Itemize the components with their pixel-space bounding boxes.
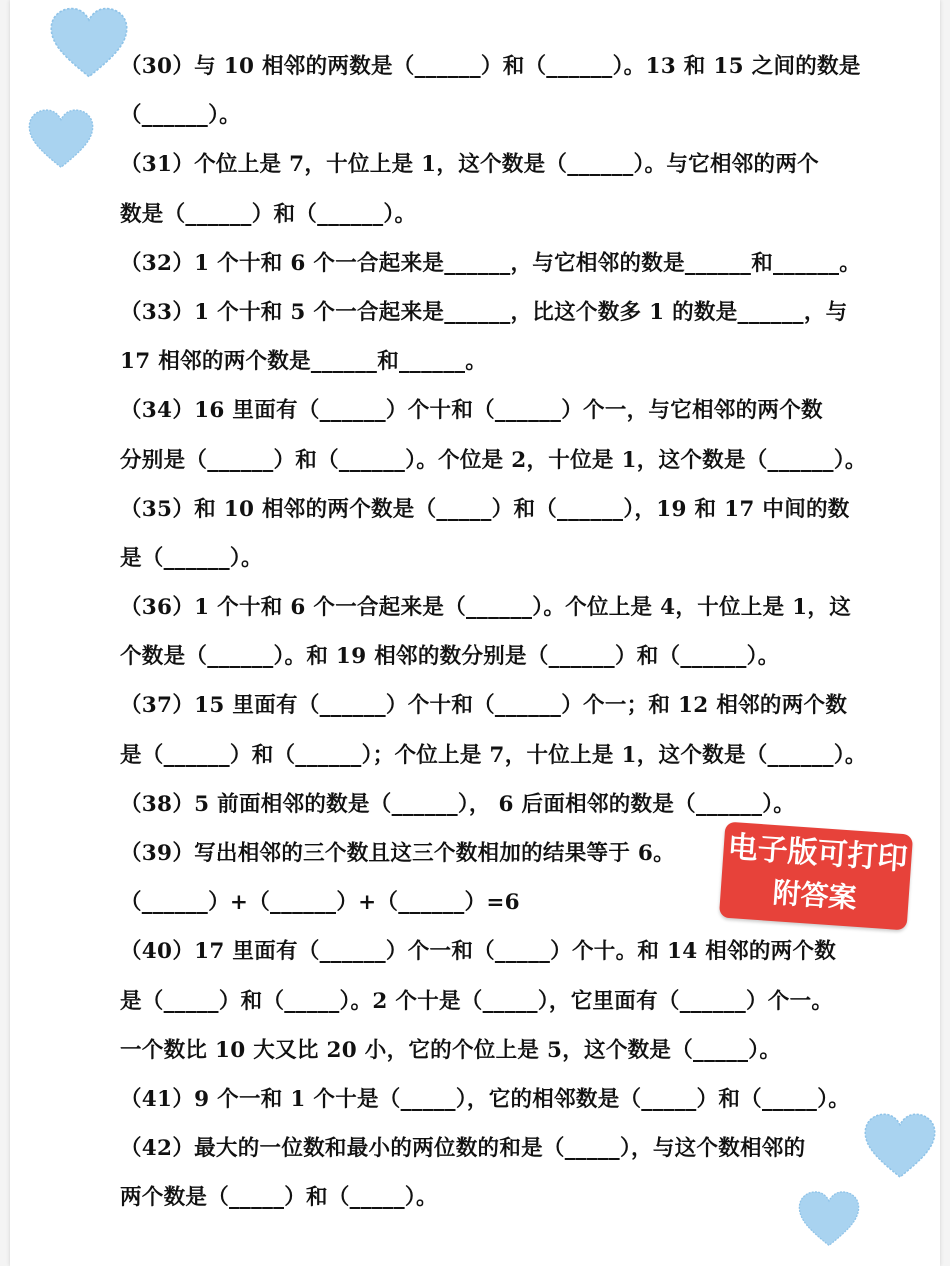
question-line: 两个数是（_____）和（_____）。 — [120, 1185, 438, 1211]
question-line: 分别是（______）和（______）。个位是 2，十位是 1，这个数是（______）。 — [120, 447, 867, 473]
question-line: （______）。 — [120, 103, 241, 129]
heart-icon — [796, 1190, 862, 1248]
question-line: 个数是（______）。和 19 相邻的数分别是（______）和（______）。 — [120, 644, 780, 670]
question-line: （32）1 个十和 6 个一合起来是______，与它相邻的数是______和______。 — [120, 250, 862, 276]
worksheet-page — [10, 0, 940, 1266]
question-line: 是（_____）和（_____）。2 个十是（_____），它里面有（______）个一。 — [120, 988, 834, 1014]
stamp-line-2: 附答案 — [771, 876, 858, 915]
stamp-line-1: 电子版可打印 — [726, 829, 909, 878]
question-line: （40）17 里面有（______）个一和（_____）个十。和 14 相邻的两个数 — [120, 939, 837, 965]
question-line: （35）和 10 相邻的两个数是（_____）和（______），19 和 17 中间的数 — [120, 496, 850, 522]
question-line: 17 相邻的两个数是______和______。 — [120, 349, 488, 375]
question-line: （37）15 里面有（______）个十和（______）个一；和 12 相邻的两个数 — [120, 693, 848, 719]
question-line: 是（______）和（______）；个位上是 7，十位上是 1，这个数是（______）。 — [120, 742, 867, 768]
question-line: （41）9 个一和 1 个十是（_____），它的相邻数是（_____）和（_____）。 — [120, 1086, 851, 1112]
question-line: （34）16 里面有（______）个十和（______）个一，与它相邻的两个数 — [120, 398, 823, 424]
question-list — [120, 42, 880, 1223]
question-line: （33）1 个十和 5 个一合起来是______，比这个数多 1 的数是______，与 — [120, 299, 848, 325]
question-line: 一个数比 10 大又比 20 小，它的个位上是 5，这个数是（_____）。 — [120, 1037, 782, 1063]
question-line: （30）与 10 相邻的两数是（______）和（______）。13 和 15 之间的数是 — [120, 54, 861, 79]
heart-icon — [48, 6, 130, 80]
question-line: 是（______）。 — [120, 545, 263, 571]
question-line: （42）最大的一位数和最小的两位数的和是（_____），与这个数相邻的 — [120, 1136, 806, 1162]
printable-answer-stamp — [719, 822, 913, 931]
heart-icon — [862, 1112, 938, 1180]
heart-icon — [26, 108, 96, 170]
question-line: （38）5 前面相邻的数是（______）， 6 后面相邻的数是（______）。 — [120, 791, 796, 817]
question-line: （39）写出相邻的三个数且这三个数相加的结果等于 6。 — [120, 841, 675, 866]
question-line: 数是（______）和（______）。 — [120, 201, 417, 227]
question-line: （36）1 个十和 6 个一合起来是（______）。个位上是 4，十位上是 1，这 — [120, 595, 852, 621]
question-line: （31）个位上是 7，十位上是 1，这个数是（______）。与它相邻的两个 — [120, 152, 819, 178]
question-line: （______）+（______）+（______）=6 — [120, 890, 520, 916]
